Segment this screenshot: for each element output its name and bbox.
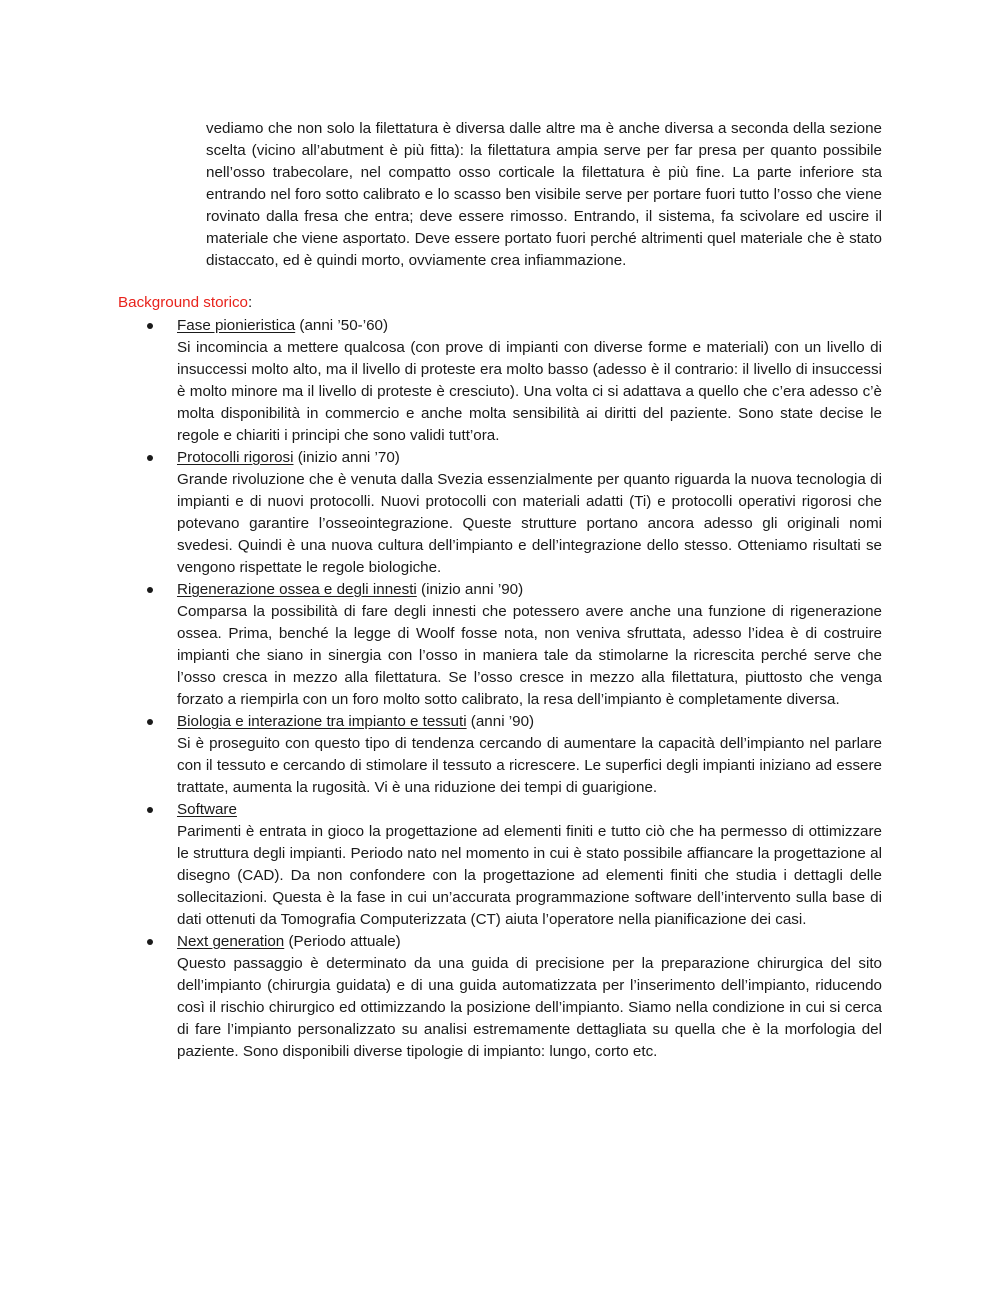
phase-title: Fase pionieristica [177,317,296,334]
phase-title: Rigenerazione ossea e degli innesti [177,581,417,598]
bullet-dot-icon [147,323,153,329]
phase-period: (anni ’90) [466,713,535,730]
phase-title-line [177,579,882,601]
phase-body: Parimenti è entrata in gioco la progettazione ad elementi finiti e tutto ciò che ha permesso di ottimizzare le struttura degli impianti. Periodo nato nel momento in cui è stato possibile affiancare la progettazione al disegno (CAD). Da non confondere con la progettazione ad elementi finiti che studia i dettagli delle sollecitazioni. Questa è la fase in cui un’accurata programmazione software dell’intervento sulla base di dati ottenuti da Tomografia Computerizzata (CT) aiuta l’operatore nella pianificazione dei casi. [177,823,882,928]
phase-title-line [177,799,882,821]
phase-title: Software [177,801,237,818]
phases-list [118,315,882,1063]
phase-title-line [177,315,882,337]
phase-item-next-generation [118,931,882,1063]
phase-period: (inizio anni ’90) [416,581,524,598]
section-heading [118,292,252,314]
bullet-dot-icon [147,587,153,593]
intro-paragraph: vediamo che non solo la filettatura è diversa dalle altre ma è anche diversa a seconda della sezione scelta (vicino all’abutment è più fitta): la filettatura ampia serve per far presa per quanto possibile nell’osso trabecolare, nel compatto osso corticale la filettatura è più fine. La parte inferiore sta entrando nel foro sotto calibrato e lo scasso ben visibile serve per portare fuori tutto l’osso che viene rovinato dalla fresa che entra; deve essere rimosso. Entrando, il sistema, fa scivolare ed uscire il materiale che viene asportato. Deve essere portato fuori perché altrimenti quel materiale che è stato distaccato, ed è quindi morto, ovviamente crea infiammazione. [206,120,882,269]
phase-item-pionieristica [118,315,882,447]
phase-title: Biologia e interazione tra impianto e tessuti [177,713,467,730]
phase-item-software [118,799,882,931]
phase-item-protocolli [118,447,882,579]
phase-period: (Periodo attuale) [284,933,401,950]
phase-body: Questo passaggio è determinato da una guida di precisione per la preparazione chirurgica del sito dell’impianto (chirurgia guidata) e di una guida automatizzata per l’inserimento dell’impianto, riducendo così il rischio chirurgico ed ottimizzando la posizione dell’impianto. Siamo nella condizione in cui si cerca di fare l’impianto personalizzato su analisi estremamente dettagliata su quella che è la morfologia del paziente. Sono disponibili diverse tipologie di impianto: lungo, corto etc. [177,955,882,1060]
phase-title: Next generation [177,933,285,950]
phase-period: (inizio anni ’70) [293,449,400,466]
phase-title: Protocolli rigorosi [177,449,294,466]
phase-title-line [177,711,882,733]
phase-item-biologia [118,711,882,799]
phase-item-rigenerazione [118,579,882,711]
bullet-dot-icon [147,807,153,813]
section-heading-text: Background storico [118,294,249,311]
phase-title-line [177,447,882,469]
bullet-dot-icon [147,455,153,461]
section-heading-colon: : [248,294,253,311]
bullet-dot-icon [147,719,153,725]
phase-title-line [177,931,882,953]
phase-body: Grande rivoluzione che è venuta dalla Svezia essenzialmente per quanto riguarda la nuova tecnologia di impianti e di nuovi protocolli. Nuovi protocolli con materiali adatti (Ti) e protocolli operativi rigorosi che potevano garantire l’osseointegrazione. Queste strutture portano ancora adesso gli originali nomi svedesi. Quindi è una nuova cultura dell’impianto e dell’integrazione dello stesso. Otteniamo risultati se vengono rispettate le regole biologiche. [177,471,882,576]
phase-body: Si incomincia a mettere qualcosa (con prove di impianti con diverse forme e materiali) con un livello di insuccessi molto alto, ma il livello di proteste era molto basso (adesso è il contrario: il livello di insuccessi è molto minore ma il livello di proteste è cresciuto). Una volta ci si adattava a quello che c’era adesso c’è molta disponibilità in commercio e anche molta sensibilità ai diritti del paziente. Sono state decise le regole e chiariti i principi che sono validi tutt’ora. [177,339,882,444]
phase-period: (anni ’50-’60) [295,317,389,334]
phase-body: Si è proseguito con questo tipo di tendenza cercando di aumentare la capacità dell’impianto nel parlare con il tessuto e cercando di stimolare il tessuto a ricrescere. Le superfici degli impianti iniziano ad essere trattate, aumenta la rugosità. Vi è una riduzione dei tempi di guarigione. [177,735,882,796]
phase-body: Comparsa la possibilità di fare degli innesti che potessero avere anche una funzione di rigenerazione ossea. Prima, benché la legge di Woolf fosse nota, non veniva sfruttata, adesso l’idea è di costruire impianti che siano in sinergia con l’osso in maniera tale da stimolarne la ricrescita perché serve che l’osso cresca in mezzo alla filettatura. Se l’osso cresce in mezzo alla filettatura, piuttosto che venga forzato a riempirla con un foro molto sotto calibrato, la resa dell’impianto è completamente diversa. [177,603,882,708]
bullet-dot-icon [147,939,153,945]
